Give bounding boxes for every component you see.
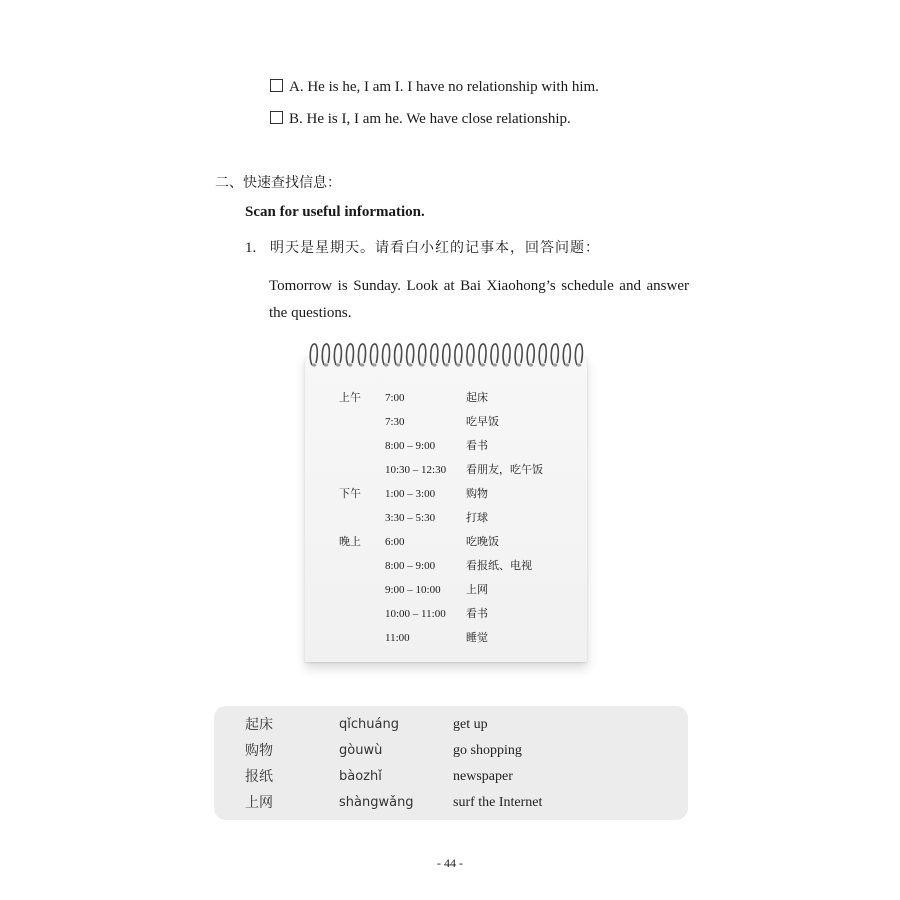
schedule-activity: 睡觉 [466, 631, 488, 644]
spiral-binding-icon [307, 341, 585, 371]
vocab-zh: 报纸 [245, 769, 273, 785]
vocab-en: newspaper [453, 769, 513, 784]
question-number: 1. [245, 240, 257, 256]
vocab-en: get up [453, 717, 488, 732]
vocabulary-box [214, 706, 688, 820]
schedule-activity: 看朋友，吃午饭 [466, 463, 543, 476]
option-b-text: B. He is I, I am he. We have close relationship. [289, 111, 571, 127]
schedule-time: 11:00 [385, 632, 410, 644]
vocab-pinyin: gòuwù [339, 743, 383, 758]
schedule-activity: 看书 [466, 607, 488, 620]
vocab-en: go shopping [453, 743, 522, 758]
schedule-time: 9:00 – 10:00 [385, 584, 441, 596]
question-en: Tomorrow is Sunday. Look at Bai Xiaohong’s schedule and answer the questions. [269, 278, 689, 321]
schedule-activity: 吃晚饭 [466, 535, 499, 548]
schedule-row [305, 532, 587, 552]
schedule-row [305, 388, 587, 408]
option-a-text: A. He is he, I am I. I have no relationship with him. [289, 79, 599, 95]
vocab-row [214, 792, 688, 814]
schedule-time: 10:30 – 12:30 [385, 464, 447, 476]
schedule-row [305, 580, 587, 600]
schedule-time: 8:00 – 9:00 [385, 440, 436, 452]
vocab-row [214, 714, 688, 736]
schedule-period: 晚上 [339, 535, 361, 548]
vocab-zh: 起床 [245, 717, 273, 733]
schedule-time: 7:30 [385, 416, 405, 428]
schedule-row [305, 556, 587, 576]
section-subtitle: Scan for useful information. [245, 204, 425, 220]
vocab-row [214, 766, 688, 788]
schedule-activity: 吃早饭 [466, 415, 499, 428]
vocab-pinyin: bàozhǐ [339, 769, 382, 784]
schedule-row [305, 508, 587, 528]
checkbox-icon[interactable] [270, 79, 283, 92]
question-zh: 明天是星期天。请看白小红的记事本，回答问题： [270, 240, 600, 256]
schedule-activity: 上网 [466, 583, 488, 596]
schedule-row [305, 436, 587, 456]
page-number: - 44 - [437, 856, 463, 870]
vocab-zh: 上网 [245, 795, 273, 811]
checkbox-icon[interactable] [270, 111, 283, 124]
schedule-activity: 打球 [466, 511, 488, 524]
schedule-time: 6:00 [385, 536, 405, 548]
schedule-activity: 购物 [466, 487, 488, 500]
schedule-time: 7:00 [385, 392, 405, 404]
schedule-notebook [305, 356, 587, 662]
schedule-activity: 看报纸、电视 [466, 559, 532, 572]
schedule-time: 10:00 – 11:00 [385, 608, 446, 620]
schedule-time: 3:30 – 5:30 [385, 512, 436, 524]
schedule-row [305, 484, 587, 504]
option-b[interactable] [270, 109, 571, 129]
schedule-period: 下午 [339, 487, 361, 500]
vocab-en: surf the Internet [453, 795, 543, 810]
schedule-activity: 看书 [466, 439, 488, 452]
option-a[interactable] [270, 77, 599, 97]
vocab-pinyin: shàngwǎng [339, 795, 414, 810]
schedule-time: 8:00 – 9:00 [385, 560, 436, 572]
schedule-row [305, 460, 587, 480]
vocab-zh: 购物 [245, 743, 273, 759]
section-title: 二、快速查找信息： [215, 175, 341, 191]
vocab-pinyin: qǐchuáng [339, 717, 399, 732]
schedule-row [305, 628, 587, 648]
schedule-activity: 起床 [466, 391, 488, 404]
vocab-row [214, 740, 688, 762]
schedule-row [305, 604, 587, 624]
schedule-period: 上午 [339, 391, 361, 404]
schedule-row [305, 412, 587, 432]
schedule-time: 1:00 – 3:00 [385, 488, 436, 500]
